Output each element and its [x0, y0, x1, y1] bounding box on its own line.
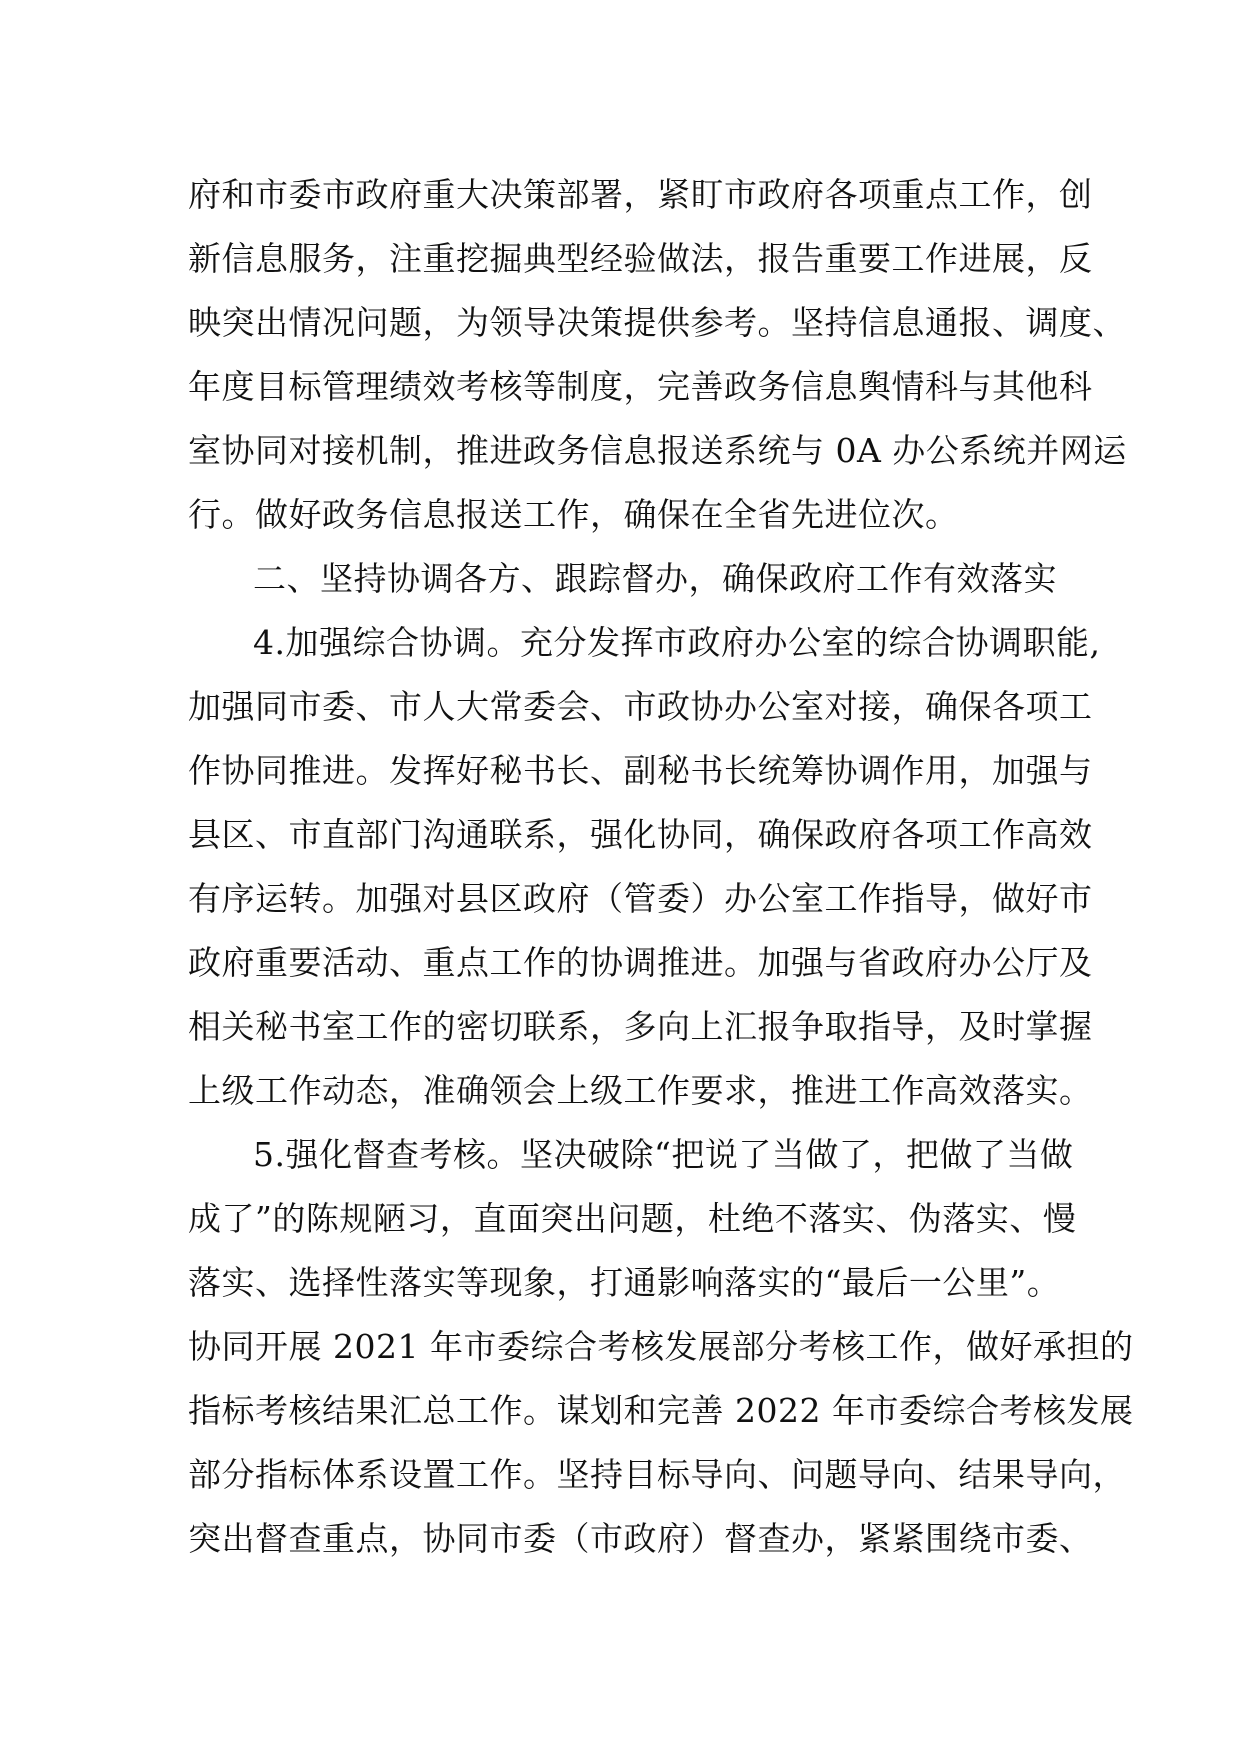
text-line: 部分指标体系设置工作。坚持目标导向、问题导向、结果导向， — [188, 1455, 1126, 1494]
text-line: 协同开展 2021 年市委综合考核发展部分考核工作，做好承担的 — [188, 1327, 1134, 1366]
text-line: 4.加强综合协调。充分发挥市政府办公室的综合协调职能, — [253, 623, 1101, 662]
text-line: 落实、选择性落实等现象，打通影响落实的“最后一公里”。 — [188, 1263, 1061, 1302]
text-line: 指标考核结果汇总工作。谋划和完善 2022 年市委综合考核发展 — [188, 1391, 1134, 1430]
section-heading: 二、坚持协调各方、跟踪督办，确保政府工作有效落实 — [253, 559, 1057, 598]
text-line: 年度目标管理绩效考核等制度，完善政务信息舆情科与其他科 — [188, 367, 1093, 406]
text-line: 作协同推进。发挥好秘书长、副秘书长统筹协调作用，加强与 — [188, 751, 1093, 790]
text-line: 映突出情况问题，为领导决策提供参考。坚持信息通报、调度、 — [188, 303, 1126, 342]
text-line: 5.强化督查考核。坚决破除“把说了当做了，把做了当做 — [253, 1135, 1074, 1174]
text-line: 成了”的陈规陋习，直面突出问题，杜绝不落实、伪落实、慢 — [188, 1199, 1077, 1238]
text-line: 相关秘书室工作的密切联系，多向上汇报争取指导，及时掌握 — [188, 1007, 1093, 1046]
text-line: 县区、市直部门沟通联系，强化协同，确保政府各项工作高效 — [188, 815, 1093, 854]
text-line: 室协同对接机制，推进政务信息报送系统与 0A 办公系统并网运 — [188, 431, 1127, 470]
text-line: 行。做好政务信息报送工作，确保在全省先进位次。 — [188, 495, 959, 534]
text-line: 政府重要活动、重点工作的协调推进。加强与省政府办公厅及 — [188, 943, 1093, 982]
text-line: 新信息服务，注重挖掘典型经验做法，报告重要工作进展，反 — [188, 239, 1093, 278]
text-line: 上级工作动态，准确领会上级工作要求，推进工作高效落实。 — [188, 1071, 1093, 1110]
text-line: 加强同市委、市人大常委会、市政协办公室对接，确保各项工 — [188, 687, 1093, 726]
text-line: 突出督查重点，协同市委（市政府）督查办，紧紧围绕市委、 — [188, 1519, 1093, 1558]
text-line: 府和市委市政府重大决策部署，紧盯市政府各项重点工作，创 — [188, 175, 1093, 214]
text-line: 有序运转。加强对县区政府（管委）办公室工作指导，做好市 — [188, 879, 1093, 918]
